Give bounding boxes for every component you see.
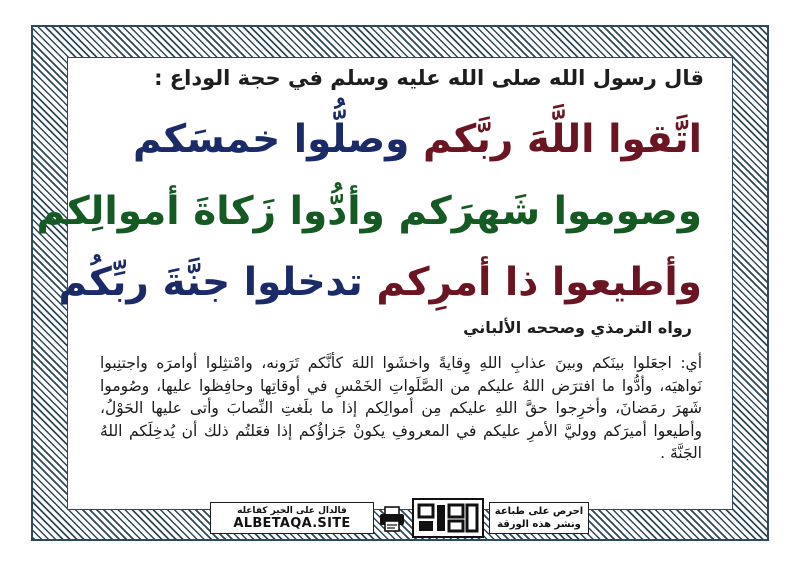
- hadith-intro: قال رسول الله صلى الله عليه وسلم في حجة الوداع :: [154, 66, 704, 90]
- hadith-phrase: اتَّقوا اللَّهَ ربَّكم: [423, 117, 702, 162]
- hadith-phrase: وصلُّوا خمسَكم: [132, 117, 423, 162]
- hadith-line-2: [36, 184, 702, 240]
- site-url: ALBETAQA.SITE: [233, 515, 351, 531]
- hadith-phrase: وأدُّوا زَكاةَ أموالِكم: [36, 189, 399, 234]
- hadith-source: رواه الترمذي وصححه الألباني: [463, 318, 692, 337]
- print-notice-line-2: ونشر هذه الورقة: [497, 519, 581, 530]
- printer-icon: [377, 504, 407, 534]
- print-notice-line-1: احرص على طباعة: [494, 506, 584, 517]
- site-slogan: فالدال على الخير كفاعله: [237, 505, 347, 516]
- albetaqa-logo-icon: [411, 497, 485, 539]
- hadith-explanation: أي: اجعَلوا بينَكم وبينَ عذابِ اللهِ وِقايةً واخشَوا اللهَ كأنَّكم تَرَونه، وامْتثِلوا أوامرَه واجتنِبوا نَواهيَه، وأدُّوا ما افترَض اللهُ عليكم من الصَّلَواتِ الخَمْسِ في أوقاتِها وحافِظوا عليها، وصُوموا شَهرَ رمَضانَ، وأخرِجوا حقَّ اللهِ عليكم مِن أموالِكم إذا ما بلَغتِ النِّصابَ وأتى عليها الحَوْلُ، وأطيعوا أميرَكم ووليَّ الأمرِ عليكم في المعروفِ يكونْ جَزاؤُكم إذا فعَلتُم ذلك أن يُدخِلَكم اللهُ الجَنَّةَ .: [100, 354, 702, 462]
- hadith-line-1: [90, 112, 702, 168]
- hadith-phrase: وأطيعوا ذا أمرِكم: [376, 260, 702, 305]
- print-notice: [489, 502, 589, 534]
- hadith-line-3: [58, 255, 702, 311]
- website-link[interactable]: [210, 502, 374, 534]
- hadith-phrase: تدخلوا جنَّةَ ربِّكُم: [58, 260, 377, 305]
- hadith-phrase: وصوموا شَهرَكم: [398, 189, 702, 234]
